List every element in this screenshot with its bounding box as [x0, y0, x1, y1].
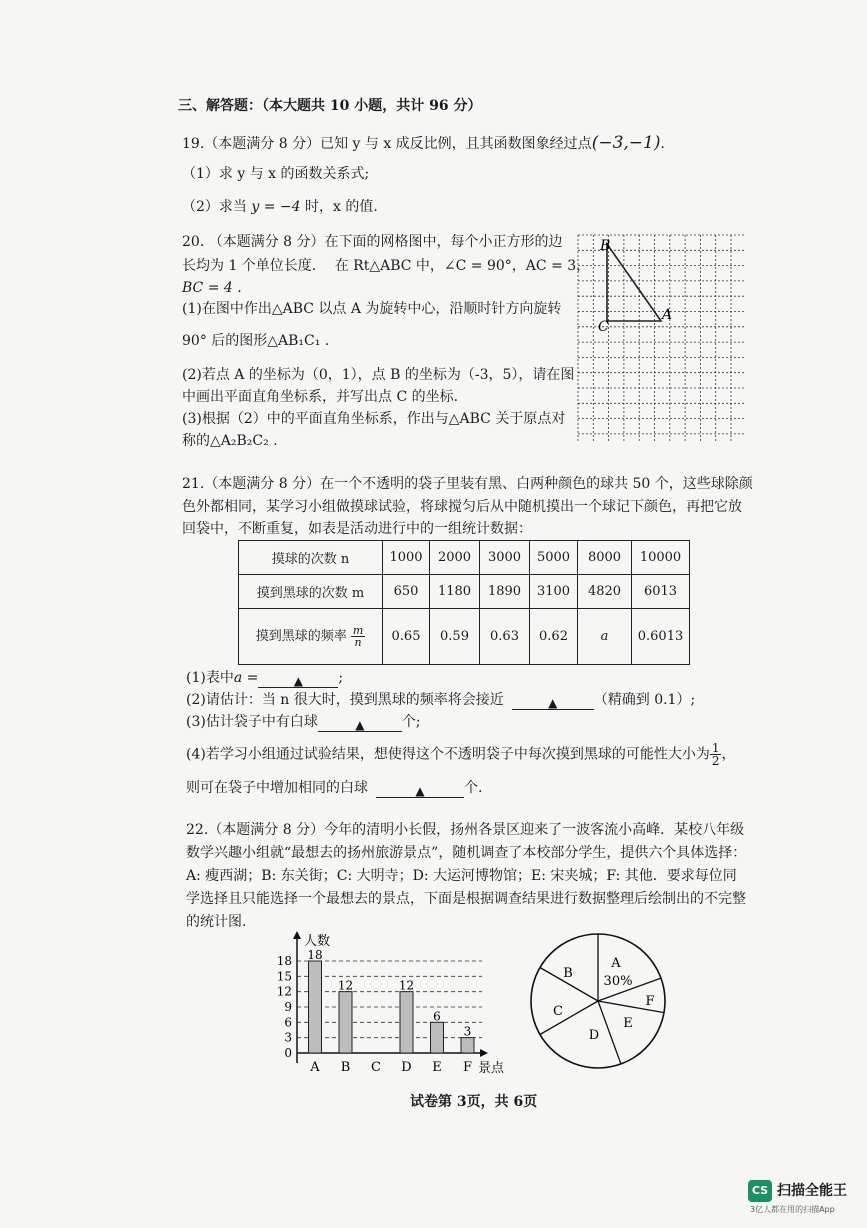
blank-mark-icon: ▲ — [293, 674, 303, 688]
frequency-table — [238, 540, 690, 665]
table-cell: 1890 — [480, 575, 530, 609]
q21-part2-end: （精确到 0.1）; — [593, 692, 696, 708]
x-tick-label: E — [432, 1060, 442, 1075]
table-cell: 650 — [383, 575, 430, 609]
bar — [309, 961, 322, 1053]
q19-part2-a: （2）求当 — [182, 199, 247, 215]
fraction-m-n — [351, 625, 365, 648]
table-cell: 4820 — [578, 575, 632, 609]
page-number: 试卷第 3页，共 6页 — [410, 1094, 538, 1110]
pie-annotation: 30% — [603, 974, 633, 989]
y-tick-label: 18 — [276, 954, 292, 968]
y-tick-label: 0 — [284, 1046, 292, 1060]
table-cell: 1180 — [430, 575, 480, 609]
frac-den: n — [354, 636, 362, 649]
table-row — [239, 609, 690, 665]
table-row — [239, 541, 690, 575]
label-b: B — [600, 238, 611, 254]
q22-line3: A: 瘦西湖；B: 东关街；C: 大明寺；D: 大运河博物馆；E: 宋夹城；F: 其他．要求每位同 — [186, 868, 737, 884]
q20-line6: (2)若点 A 的坐标为（0，1），点 B 的坐标为（-3，5），请在图 — [182, 367, 575, 383]
table-cell: 10000 — [632, 541, 690, 575]
frac-den: 2 — [711, 754, 720, 768]
table-cell: 0.63 — [480, 609, 530, 665]
blank-mark-icon: ▲ — [548, 696, 558, 710]
table-cell: 1000 — [383, 541, 430, 575]
section-title: 三、解答题：（本大题共 10 小题，共计 96 分） — [178, 98, 482, 114]
q22-line4: 学选择且只能选择一个最想去的景点，下面是根据调查结果进行数据整理后绘制出的不完整 — [186, 891, 746, 907]
q19-part2-eq: y = −4 — [251, 199, 301, 215]
table-cell: 6013 — [632, 575, 690, 609]
y-axis-arrow-icon — [293, 931, 301, 939]
row-label-m: 摸到黑球的次数 m — [239, 575, 383, 609]
pie-marks — [531, 934, 665, 1068]
row-label-freq — [239, 609, 383, 665]
q19-intro — [182, 133, 665, 154]
q21-part2-text: (2)请估计：当 n 很大时，摸到黑球的频率将会接近 — [186, 692, 504, 708]
y-tick-label: 9 — [284, 1000, 292, 1014]
q21-line2: 色外都相同，某学习小组做摸球试验，将球搅匀后从中随机摸出一个球记下颜色，再把它放 — [182, 499, 742, 515]
row-label-n: 摸球的次数 n — [239, 541, 383, 575]
q21-line1: 21.（本题满分 8 分）在一个不透明的袋子里装有黑、白两种颜色的球共 50 个，这些球除颜 — [182, 476, 753, 492]
bar-data-label: 18 — [307, 948, 323, 962]
q21-line3: 回袋中，不断重复，如表是活动进行中的一组统计数据： — [182, 521, 532, 537]
q21-part2 — [186, 690, 695, 710]
bar — [339, 992, 352, 1053]
y-tick-label: 12 — [276, 984, 292, 999]
watermark-subtitle: 3亿人都在用的扫描App — [750, 1205, 835, 1214]
q19-intro-text: 19.（本题满分 8 分）已知 y 与 x 成反比例，且其函数图象经过点 — [182, 136, 592, 152]
x-tick-label: F — [462, 1060, 473, 1075]
q21-part1-text: (1)表中 — [186, 670, 234, 686]
table-cell: 3100 — [530, 575, 578, 609]
pie-slice-label: F — [645, 994, 655, 1009]
q21-part1-end: ; — [338, 670, 344, 686]
blank-mark-icon: ▲ — [355, 718, 365, 732]
camscanner-logo-icon: CS — [748, 1180, 772, 1202]
table-cell: 5000 — [530, 541, 578, 575]
answer-blank[interactable] — [258, 671, 338, 688]
table-cell: 0.59 — [430, 609, 480, 665]
bar-data-label: 12 — [398, 978, 415, 993]
answer-blank[interactable] — [376, 781, 464, 798]
bar-data-label: 3 — [463, 1024, 472, 1039]
q20-grid-figure — [576, 233, 744, 443]
table-cell: 0.6013 — [632, 609, 690, 665]
pie-chart — [528, 931, 668, 1071]
q20-line9: 称的△A₂B₂C₂ . — [182, 433, 278, 449]
q21-part3-text: (3)估计袋子中有白球 — [186, 714, 318, 730]
q20-line7: 中画出平面直角坐标系，并写出点 C 的坐标. — [182, 389, 459, 405]
x-tick-label: B — [340, 1060, 351, 1075]
table-row — [239, 575, 690, 609]
q19-end: . — [660, 136, 665, 152]
q22-line2: 数学兴趣小组就“最想去的扬州旅游景点”，随机调查了本校部分学生，提供六个具体选择： — [186, 845, 747, 861]
table-cell: 8000 — [578, 541, 632, 575]
label-a: A — [662, 307, 673, 323]
q20-line3: BC = 4 . — [182, 280, 242, 296]
q20-line2: 长均为 1 个单位长度. 在 Rt△ABC 中，∠C = 90°，AC = 3， — [182, 258, 591, 274]
pie-slice-label: E — [623, 1016, 633, 1031]
table-cell: 2000 — [430, 541, 480, 575]
x-tick-label: A — [310, 1060, 320, 1075]
row-label-freq-text: 摸到黑球的频率 — [255, 629, 347, 644]
bar — [431, 1022, 444, 1053]
y-tick-label: 3 — [284, 1030, 292, 1045]
table-cell: 0.65 — [383, 609, 430, 665]
bar-chart-grid — [297, 961, 482, 1038]
q21-part5-text: 则可在袋子中增加相同的白球 — [186, 780, 368, 796]
bar-marks — [277, 948, 474, 1075]
frac-num: 1 — [711, 741, 720, 755]
answer-blank[interactable] — [318, 715, 402, 732]
y-axis-label: 人数 — [304, 934, 331, 949]
bar — [461, 1038, 474, 1053]
table-cell: a — [578, 609, 632, 665]
label-c: C — [598, 319, 609, 335]
x-axis-arrow-icon — [480, 1049, 488, 1057]
q21-part5 — [186, 778, 482, 798]
pie-slice-label: D — [588, 1028, 600, 1043]
q20-line1: 20. （本题满分 8 分）在下面的网格图中，每个小正方形的边 — [182, 234, 563, 250]
q21-part4-text: (4)若学习小组通过试验结果，想使得这个不透明袋子中每次摸到黑球的可能性大小为 — [186, 746, 710, 763]
q19-part1: （1）求 y 与 x 的函数关系式; — [182, 166, 370, 182]
q19-part2 — [182, 197, 378, 217]
q19-part2-b: 时，x 的值. — [305, 199, 378, 215]
watermark-app-name: 扫描全能王 — [777, 1183, 847, 1199]
answer-blank[interactable] — [512, 693, 594, 710]
q21-part3 — [186, 712, 421, 732]
triangle-abc — [607, 244, 661, 321]
bar — [400, 992, 413, 1053]
q21-part3-end: 个; — [401, 714, 421, 730]
q20-line4: (1)在图中作出△ABC 以点 A 为旋转中心，沿顺时针方向旋转 — [182, 301, 562, 317]
x-tick-label: C — [371, 1060, 381, 1075]
fraction-one-half — [710, 742, 722, 767]
x-tick-label: D — [401, 1060, 412, 1075]
frac-num: m — [352, 624, 364, 637]
pie-slice-label: C — [553, 1004, 563, 1019]
y-tick-label: 6 — [284, 1015, 292, 1030]
bar-chart — [270, 925, 510, 1075]
pie-slice-divider — [598, 1001, 621, 1064]
blank-mark-icon: ▲ — [415, 784, 425, 798]
q22-line1: 22.（本题满分 8 分）今年的清明小长假，扬州各景区迎来了一波客流小高峰．某校八年级 — [186, 822, 745, 838]
y-tick-label: 15 — [276, 969, 292, 984]
q21-part1-var: a = — [233, 670, 259, 686]
q21-part4 — [186, 742, 735, 767]
q20-line5: 90° 后的图形△AB₁C₁ . — [182, 333, 330, 349]
q20-line8: (3)根据（2）中的平面直角坐标系，作出与△ABC 关于原点对 — [182, 411, 566, 427]
pie-slice-label: B — [563, 966, 573, 981]
bar-data-label: 12 — [337, 978, 354, 993]
q21-part1 — [186, 668, 343, 688]
q22-line5: 的统计图. — [186, 914, 247, 930]
pie-slice-label: A — [611, 956, 621, 971]
grid-lines — [578, 235, 744, 443]
q19-point: (−3,−1) — [591, 133, 661, 153]
q21-part4-end: ， — [721, 746, 736, 763]
x-axis-label: 景点 — [478, 1061, 505, 1075]
table-cell: 0.62 — [530, 609, 578, 665]
table-cell: 3000 — [480, 541, 530, 575]
bar-data-label: 6 — [433, 1009, 441, 1024]
q21-part5-end: 个. — [464, 780, 483, 796]
